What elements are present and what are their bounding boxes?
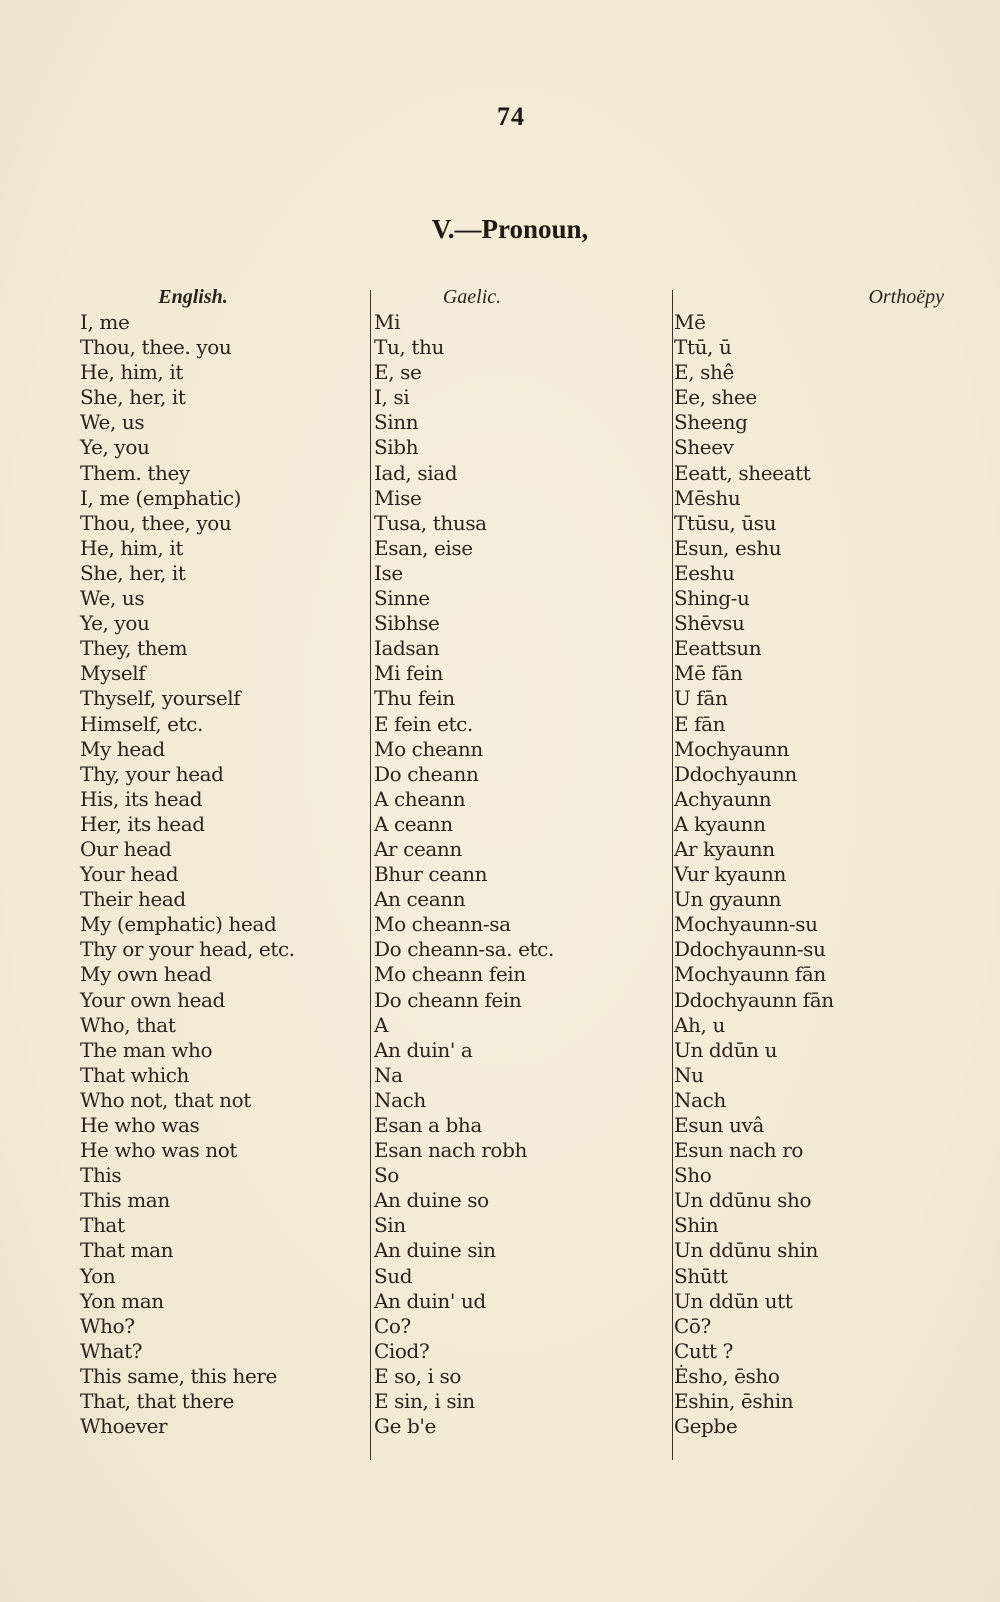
- gaelic-cell: Do cheann fein: [374, 987, 522, 1012]
- orthoepy-cell: Achyaunn: [674, 786, 772, 811]
- orthoepy-cell: Mochyaunn fān: [674, 962, 826, 987]
- gaelic-cell: Mo cheann-sa: [374, 912, 511, 937]
- orthoepy-cell: Mē fān: [674, 661, 743, 686]
- english-cell: This: [80, 1163, 122, 1188]
- gaelic-cell: Sin: [374, 1213, 406, 1238]
- gaelic-cell: Co?: [374, 1313, 411, 1338]
- orthoepy-cell: Esun nach ro: [674, 1138, 804, 1163]
- orthoepy-column-header: Orthoëpy: [868, 286, 944, 308]
- orthoepy-cell: Ddochyaunn fān: [674, 987, 834, 1012]
- english-cell: Whoever: [80, 1414, 168, 1439]
- english-cell: He who was not: [80, 1138, 238, 1163]
- english-cell: Ye, you: [80, 435, 150, 460]
- gaelic-cell: Ar ceann: [374, 836, 462, 861]
- english-column-header: English.: [158, 286, 228, 308]
- english-cell: Myself: [80, 661, 146, 686]
- orthoepy-cell: Mē: [674, 310, 706, 334]
- english-cell: He who was: [80, 1113, 200, 1137]
- english-list: [78, 310, 358, 1439]
- english-cell: She, her, it: [80, 385, 186, 410]
- gaelic-cell: A ceann: [374, 811, 453, 836]
- orthoepy-cell: Ddochyaunn: [674, 761, 797, 786]
- orthoepy-cell: Sheev: [674, 435, 734, 460]
- orthoepy-cell: Shin: [674, 1213, 719, 1238]
- gaelic-cell: Esan nach robh: [374, 1138, 527, 1163]
- gaelic-cell: E sin, i sin: [374, 1389, 475, 1414]
- orthoepy-cell: Sheeng: [674, 410, 748, 435]
- english-cell: He, him, it: [80, 360, 183, 385]
- english-cell: Your head: [80, 862, 179, 887]
- gaelic-cell: Ise: [374, 560, 403, 585]
- section-title: V.—Pronoun,: [431, 214, 589, 244]
- orthoepy-cell: Esun, eshu: [674, 535, 782, 560]
- column-divider: [672, 290, 673, 1460]
- gaelic-column-header: Gaelic.: [442, 286, 502, 308]
- english-cell: Himself, etc.: [80, 711, 203, 736]
- english-cell: Ye, you: [80, 611, 150, 636]
- gaelic-cell: A: [374, 1012, 389, 1037]
- orthoepy-column: [674, 286, 964, 1439]
- orthoepy-cell: Shēvsu: [674, 611, 745, 636]
- orthoepy-cell: Nach: [674, 1087, 726, 1112]
- gaelic-cell: Ciod?: [374, 1338, 430, 1363]
- english-cell: Who, that: [80, 1012, 176, 1037]
- gaelic-cell: Bhur ceann: [374, 862, 488, 887]
- gaelic-cell: Thu fein: [374, 686, 455, 711]
- orthoepy-cell: E, shê: [674, 360, 734, 385]
- english-cell: Them. they: [80, 460, 190, 485]
- orthoepy-cell: Eeatt, sheeatt: [674, 460, 811, 485]
- english-cell: Your own head: [80, 987, 225, 1012]
- gaelic-cell: Iadsan: [374, 636, 440, 661]
- gaelic-list: [372, 310, 662, 1439]
- orthoepy-cell: Cō?: [674, 1313, 711, 1338]
- gaelic-cell: Iad, siad: [374, 460, 458, 485]
- english-cell: My own head: [80, 962, 212, 987]
- gaelic-cell: An duine sin: [374, 1238, 496, 1263]
- orthoepy-list: [674, 310, 964, 1439]
- gaelic-cell: I, si: [374, 385, 410, 410]
- english-cell: Our head: [80, 836, 172, 861]
- english-cell: I, me: [80, 310, 130, 334]
- orthoepy-cell: Un ddūnu sho: [674, 1188, 812, 1213]
- orthoepy-cell: Cutt ?: [674, 1338, 733, 1363]
- orthoepy-cell: Eeshu: [674, 560, 735, 585]
- english-cell: That man: [80, 1238, 174, 1263]
- english-cell: Thou, thee, you: [80, 510, 232, 535]
- gaelic-cell: Tu, thu: [374, 335, 444, 360]
- gaelic-column: [372, 286, 662, 1439]
- orthoepy-cell: Ah, u: [674, 1012, 725, 1037]
- gaelic-cell: E fein etc.: [374, 711, 473, 736]
- english-cell: The man who: [80, 1037, 213, 1062]
- english-cell: That which: [80, 1062, 190, 1087]
- english-cell: Yon man: [80, 1288, 164, 1313]
- orthoepy-cell: Ee, shee: [674, 385, 757, 410]
- orthoepy-cell: Vur kyaunn: [674, 862, 786, 887]
- gaelic-cell: Mise: [374, 485, 422, 510]
- orthoepy-cell: Un gyaunn: [674, 887, 782, 912]
- english-cell: Thyself, yourself: [80, 686, 241, 711]
- gaelic-cell: Do cheann-sa. etc.: [374, 937, 554, 962]
- gaelic-cell: Esan, eise: [374, 535, 473, 560]
- orthoepy-cell: Shing-u: [674, 586, 750, 611]
- gaelic-cell: An duin' ud: [374, 1288, 486, 1313]
- orthoepy-cell: Mochyaunn-su: [674, 912, 818, 937]
- gaelic-cell: Ge b'e: [374, 1414, 436, 1439]
- english-cell: Who not, that not: [80, 1087, 251, 1112]
- english-cell: Yon: [80, 1263, 116, 1288]
- english-cell: Her, its head: [80, 811, 205, 836]
- english-cell: They, them: [80, 636, 188, 661]
- english-cell: My head: [80, 736, 165, 761]
- orthoepy-cell: Ėsho, ēsho: [674, 1363, 780, 1388]
- english-cell: Thy or your head, etc.: [80, 937, 295, 962]
- english-cell: Who?: [80, 1313, 135, 1338]
- gaelic-cell: Mi: [374, 310, 401, 334]
- page-number: 74: [497, 102, 525, 131]
- english-cell: Thy, your head: [80, 761, 224, 786]
- orthoepy-cell: Esun uvâ: [674, 1113, 764, 1137]
- gaelic-cell: Nach: [374, 1087, 426, 1112]
- column-divider: [370, 290, 371, 1460]
- orthoepy-cell: U fān: [674, 686, 728, 711]
- orthoepy-cell: Mēshu: [674, 485, 741, 510]
- gaelic-cell: Sibh: [374, 435, 419, 460]
- orthoepy-cell: Mochyaunn: [674, 736, 789, 761]
- gaelic-cell: Mo cheann fein: [374, 962, 526, 987]
- english-cell: We, us: [80, 410, 145, 435]
- gaelic-cell: An duine so: [374, 1188, 489, 1213]
- gaelic-cell: Mi fein: [374, 661, 443, 686]
- english-cell: His, its head: [80, 786, 203, 811]
- gaelic-cell: Tusa, thusa: [374, 510, 487, 535]
- english-cell: I, me (emphatic): [80, 485, 242, 510]
- orthoepy-cell: Eeattsun: [674, 636, 762, 661]
- english-cell: That: [80, 1213, 125, 1238]
- english-cell: We, us: [80, 586, 145, 611]
- gaelic-cell: So: [374, 1163, 399, 1188]
- gaelic-cell: Na: [374, 1062, 403, 1087]
- gaelic-cell: An ceann: [374, 887, 466, 912]
- gaelic-cell: Esan a bha: [374, 1113, 482, 1137]
- gaelic-cell: E, se: [374, 360, 422, 385]
- orthoepy-cell: Ddochyaunn-su: [674, 937, 826, 962]
- orthoepy-cell: Ttūsu, ūsu: [674, 510, 777, 535]
- gaelic-cell: Sinne: [374, 586, 430, 611]
- gaelic-cell: Mo cheann: [374, 736, 483, 761]
- gaelic-cell: Do cheann: [374, 761, 479, 786]
- orthoepy-cell: Nu: [674, 1062, 704, 1087]
- english-column: [78, 286, 358, 1439]
- orthoepy-cell: Sho: [674, 1163, 712, 1188]
- english-cell: She, her, it: [80, 560, 186, 585]
- english-cell: That, that there: [80, 1389, 234, 1414]
- english-cell: This same, this here: [80, 1363, 277, 1388]
- gaelic-cell: An duin' a: [374, 1037, 473, 1062]
- orthoepy-cell: Ar kyaunn: [674, 836, 775, 861]
- orthoepy-cell: Eshin, ēshin: [674, 1389, 794, 1414]
- english-cell: He, him, it: [80, 535, 183, 560]
- orthoepy-cell: Ttū, ū: [674, 335, 732, 360]
- orthoepy-cell: A kyaunn: [674, 811, 766, 836]
- english-cell: What?: [80, 1338, 143, 1363]
- orthoepy-cell: Un ddūn utt: [674, 1288, 793, 1313]
- orthoepy-cell: Gepbe: [674, 1414, 738, 1439]
- orthoepy-cell: Un ddūn u: [674, 1037, 778, 1062]
- orthoepy-cell: Un ddūnu shin: [674, 1238, 818, 1263]
- gaelic-cell: Sud: [374, 1263, 413, 1288]
- english-cell: Their head: [80, 887, 186, 912]
- gaelic-cell: Sinn: [374, 410, 419, 435]
- english-cell: This man: [80, 1188, 170, 1213]
- orthoepy-cell: Shūtt: [674, 1263, 728, 1288]
- gaelic-cell: Sibhse: [374, 611, 440, 636]
- english-cell: Thou, thee. you: [80, 335, 232, 360]
- english-cell: My (emphatic) head: [80, 912, 277, 937]
- gaelic-cell: A cheann: [374, 786, 466, 811]
- gaelic-cell: E so, i so: [374, 1363, 462, 1388]
- orthoepy-cell: E fān: [674, 711, 726, 736]
